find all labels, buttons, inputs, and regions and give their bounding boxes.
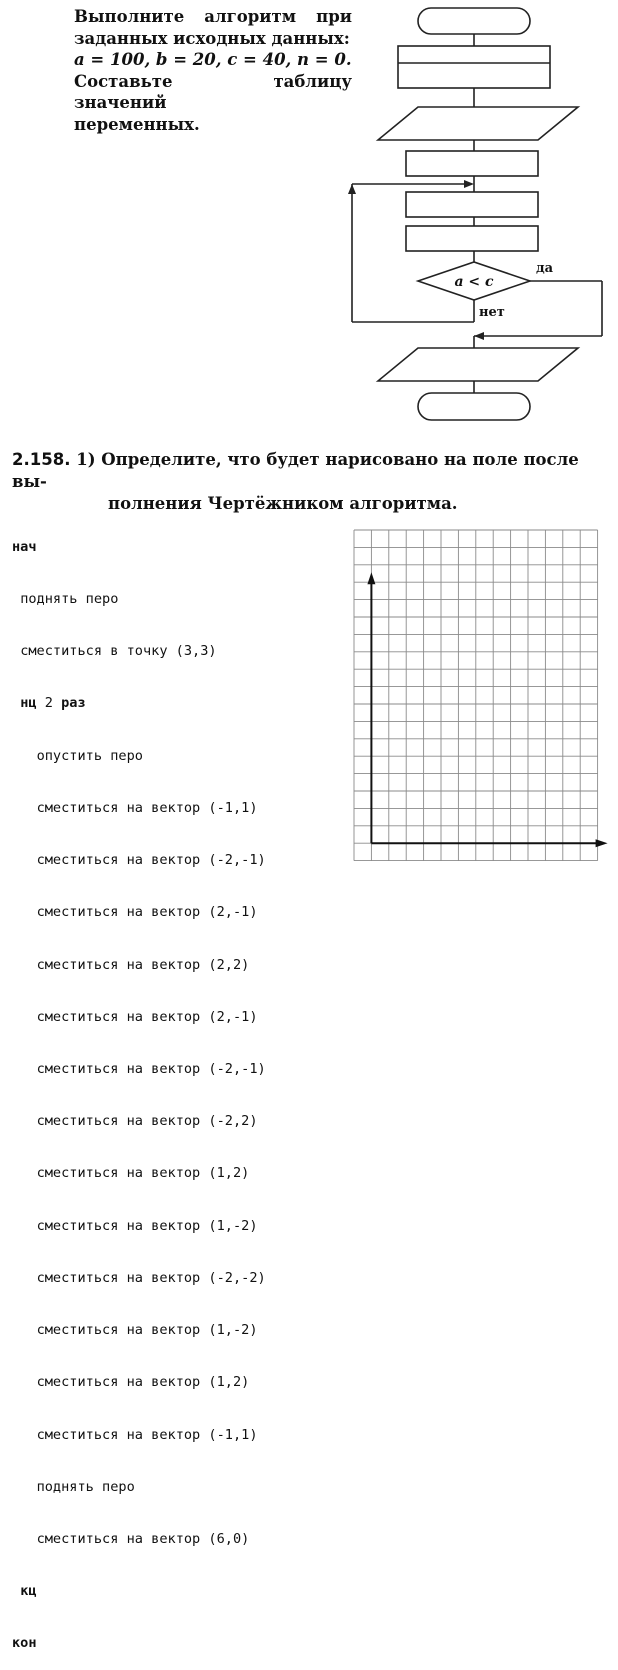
flow-process-1 [406, 151, 538, 176]
algo-body-line: сместиться на вектор (-2,-2) [36, 1269, 266, 1286]
task-line-4: Составьте таблицу значений [74, 71, 352, 112]
algo-start: нач [12, 538, 37, 555]
algo-body-line: сместиться на вектор (1,-2) [36, 1322, 258, 1339]
flow-loop-up-arrowhead [348, 184, 356, 194]
flowchart [340, 0, 618, 440]
algo-body-line: сместиться на вектор (2,-1) [36, 904, 258, 921]
flow-condition-label: a < c [454, 274, 494, 290]
algo-body-line: опустить перо [36, 747, 143, 764]
flow-process-2 [406, 192, 538, 217]
drawing-grid [350, 526, 612, 876]
task-line-5: переменных. [74, 114, 200, 134]
flow-yes-arrowhead [474, 332, 484, 340]
flow-input [378, 107, 578, 140]
flow-output [378, 348, 578, 381]
flow-assign-block [398, 46, 550, 88]
algo-body-line: сместиться на вектор (1,-2) [36, 1217, 258, 1234]
flow-no-label: нет [479, 305, 505, 320]
y-axis-arrowhead [367, 572, 375, 584]
algo-end: кон [12, 1635, 37, 1652]
algo-body-line: сместиться на вектор (-1,1) [36, 799, 258, 816]
algo-body-line: сместиться на вектор (2,-1) [36, 1008, 258, 1025]
algo-body-line: сместиться на вектор (1,2) [36, 1165, 250, 1182]
task-statement [74, 6, 352, 135]
problem-line-1: 1) Определите, что будет нарисовано на поле после вы- [12, 450, 579, 491]
flow-start [418, 8, 530, 34]
algo-body-line: сместиться на вектор (-1,1) [36, 1426, 258, 1443]
task-initial-values: a = 100, b = 20, c = 40, n = 0. [74, 50, 352, 69]
algorithm-listing [12, 504, 266, 1670]
algo-body-line: сместиться на вектор (-2,-1) [36, 852, 266, 869]
algo-loop-header: нц 2 раз [20, 695, 86, 712]
algo-body-line: поднять перо [36, 1478, 135, 1495]
task-line-1: Выполните алгоритм при [74, 7, 352, 26]
algo-loop-end: кц [20, 1583, 37, 1600]
algo-line: поднять перо [20, 591, 119, 608]
x-axis-arrowhead [596, 839, 608, 847]
flow-loop-arrowhead [464, 180, 474, 188]
flow-yes-label: да [536, 261, 554, 276]
flow-end [418, 393, 530, 420]
problem-line-2: полнения Чертёжником алгоритма. [108, 494, 458, 513]
algo-body-line: сместиться на вектор (-2,-1) [36, 1061, 266, 1077]
algo-body-line: сместиться на вектор (1,2) [36, 1374, 250, 1391]
task-line-2: заданных исходных данных: [74, 28, 350, 48]
flow-process-3 [406, 226, 538, 251]
algo-body-line: сместиться на вектор (2,2) [36, 956, 250, 973]
algo-body-line: сместиться на вектор (6,0) [36, 1530, 250, 1547]
problem-number: 2.158. [12, 450, 71, 469]
algo-body-line: сместиться на вектор (-2,2) [36, 1113, 258, 1130]
algo-line: сместиться в точку (3,3) [20, 643, 217, 660]
